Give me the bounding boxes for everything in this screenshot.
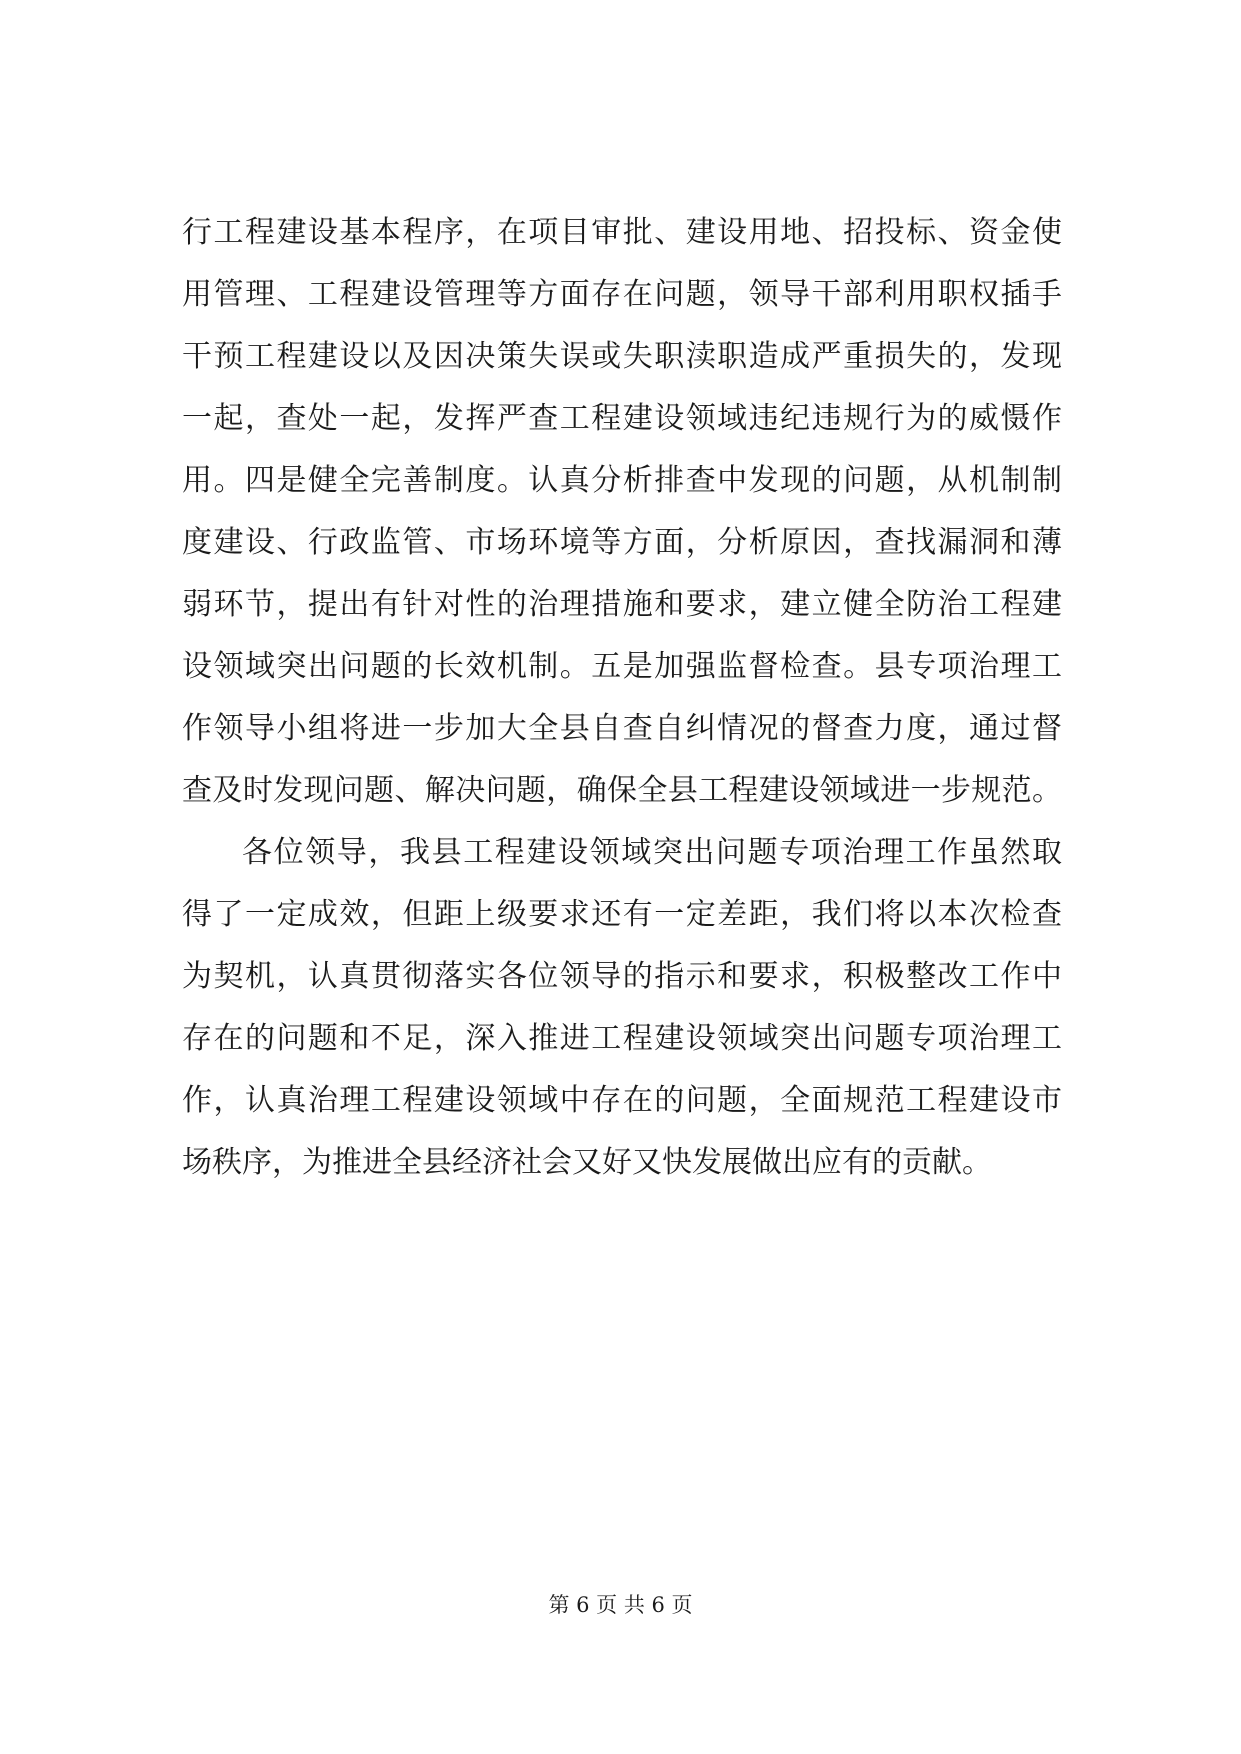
page-number-footer: 第 6 页 共 6 页 bbox=[548, 1593, 693, 1617]
text-line: 各位领导，我县工程建设领域突出问题专项治理工作虽然取 bbox=[242, 835, 1062, 870]
text-line: 用管理、工程建设管理等方面存在问题，领导干部利用职权插手 bbox=[182, 277, 1062, 312]
text-line: 用。四是健全完善制度。认真分析排查中发现的问题，从机制制 bbox=[182, 463, 1062, 498]
text-line: 行工程建设基本程序，在项目审批、建设用地、招投标、资金使 bbox=[182, 215, 1062, 250]
text-line: 干预工程建设以及因决策失误或失职渎职造成严重损失的，发现 bbox=[182, 339, 1062, 374]
text-line: 场秩序，为推进全县经济社会又好又快发展做出应有的贡献。 bbox=[182, 1145, 992, 1180]
text-line: 为契机，认真贯彻落实各位领导的指示和要求，积极整改工作中 bbox=[182, 959, 1062, 994]
text-line: 作，认真治理工程建设领域中存在的问题，全面规范工程建设市 bbox=[182, 1083, 1062, 1118]
text-line: 度建设、行政监管、市场环境等方面，分析原因，查找漏洞和薄 bbox=[182, 525, 1062, 560]
text-line: 一起，查处一起，发挥严查工程建设领域违纪违规行为的威慑作 bbox=[182, 401, 1062, 436]
text-line: 弱环节，提出有针对性的治理措施和要求，建立健全防治工程建 bbox=[182, 587, 1062, 622]
text-line: 存在的问题和不足，深入推进工程建设领域突出问题专项治理工 bbox=[182, 1021, 1062, 1056]
text-line: 得了一定成效，但距上级要求还有一定差距，我们将以本次检查 bbox=[182, 897, 1062, 932]
paragraph-2 bbox=[182, 822, 1062, 1194]
paragraph-1 bbox=[182, 202, 1062, 822]
text-line: 设领域突出问题的长效机制。五是加强监督检查。县专项治理工 bbox=[182, 649, 1062, 684]
text-line: 作领导小组将进一步加大全县自查自纠情况的督查力度，通过督 bbox=[182, 711, 1062, 746]
document-body bbox=[182, 202, 1062, 1194]
text-line: 查及时发现问题、解决问题，确保全县工程建设领域进一步规范。 bbox=[182, 773, 1062, 808]
